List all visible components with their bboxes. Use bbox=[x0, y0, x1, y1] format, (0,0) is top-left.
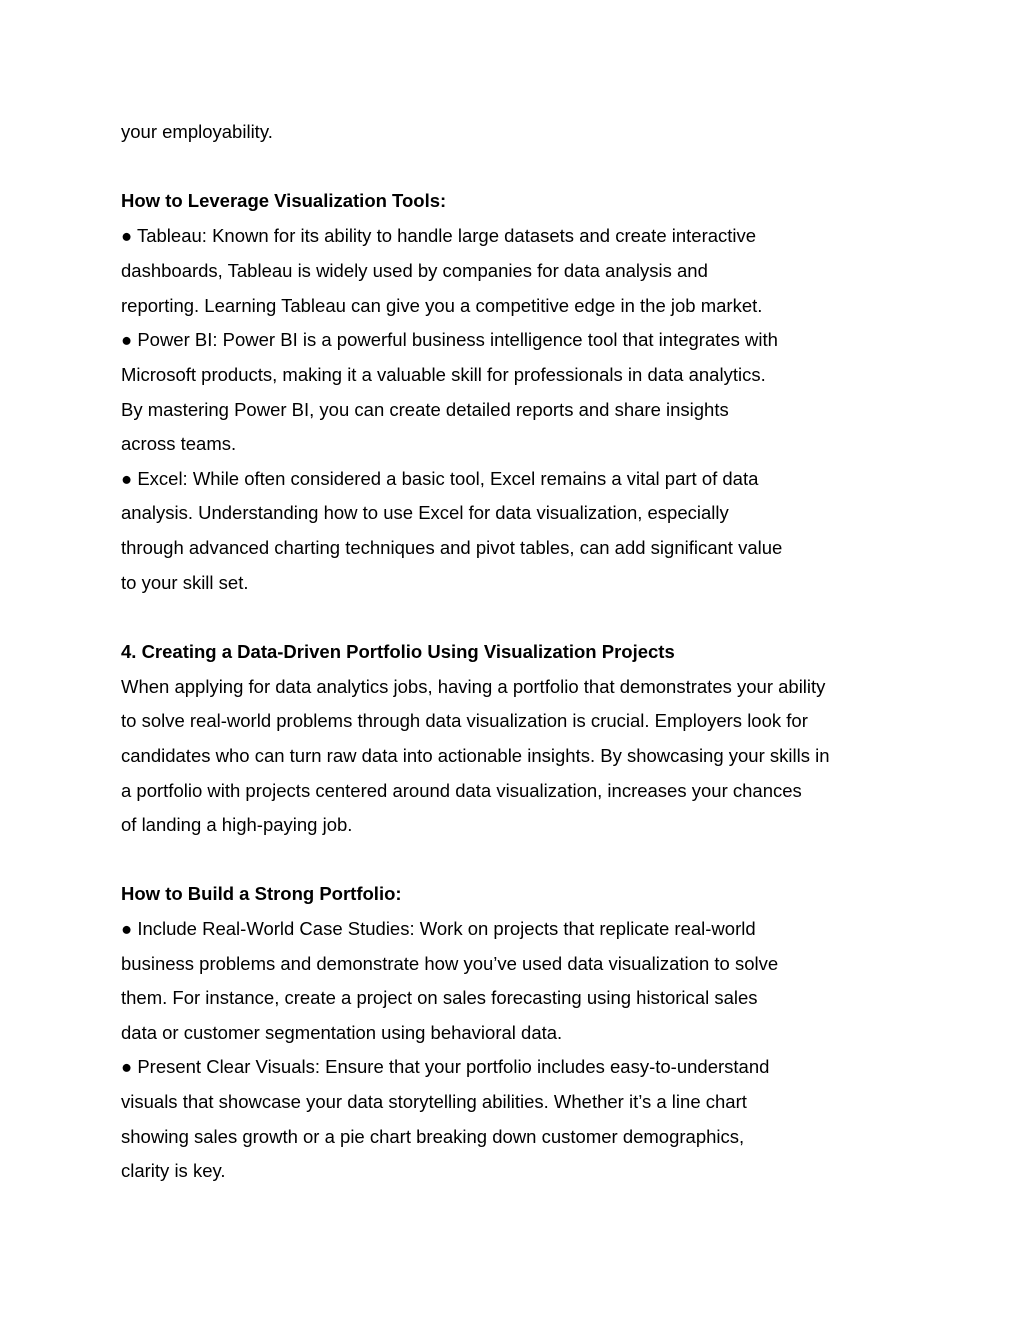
paragraph-line: of landing a high-paying job. bbox=[121, 814, 353, 835]
text-line: through advanced charting techniques and pivot tables, can add significant value bbox=[121, 537, 783, 558]
bullet-item-case-studies: ● Include Real-World Case Studies: Work on projects that replicate real-world bbox=[121, 918, 756, 939]
section-heading: How to Build a Strong Portfolio: bbox=[121, 883, 402, 904]
bullet-item-excel: ● Excel: While often considered a basic tool, Excel remains a vital part of data bbox=[121, 468, 759, 489]
text-line: data or customer segmentation using behavioral data. bbox=[121, 1022, 563, 1043]
text-line: your employability. bbox=[121, 121, 273, 142]
text-line: across teams. bbox=[121, 433, 237, 454]
paragraph-line: a portfolio with projects centered around data visualization, increases your chances bbox=[121, 780, 802, 801]
text-line: clarity is key. bbox=[121, 1160, 226, 1181]
paragraph-line: to solve real-world problems through data visualization is crucial. Employers look for bbox=[121, 710, 808, 731]
text-line: showing sales growth or a pie chart breaking down customer demographics, bbox=[121, 1126, 745, 1147]
text-line: Microsoft products, making it a valuable skill for professionals in data analytics. bbox=[121, 364, 766, 385]
text-line: to your skill set. bbox=[121, 572, 249, 593]
paragraph-line: When applying for data analytics jobs, having a portfolio that demonstrates your ability bbox=[121, 676, 826, 697]
text-line: By mastering Power BI, you can create detailed reports and share insights bbox=[121, 399, 729, 420]
bullet-item-clear-visuals: ● Present Clear Visuals: Ensure that your portfolio includes easy-to-understand bbox=[121, 1056, 770, 1077]
text-line: them. For instance, create a project on sales forecasting using historical sales bbox=[121, 987, 758, 1008]
section-heading: How to Leverage Visualization Tools: bbox=[121, 190, 447, 211]
text-line: business problems and demonstrate how you’ve used data visualization to solve bbox=[121, 953, 779, 974]
section-heading: 4. Creating a Data-Driven Portfolio Using Visualization Projects bbox=[121, 641, 675, 662]
bullet-item-power-bi: ● Power BI: Power BI is a powerful business intelligence tool that integrates with bbox=[121, 329, 778, 350]
text-line: dashboards, Tableau is widely used by companies for data analysis and bbox=[121, 260, 708, 281]
text-line: reporting. Learning Tableau can give you a competitive edge in the job market. bbox=[121, 295, 763, 316]
paragraph-line: candidates who can turn raw data into actionable insights. By showcasing your skills in bbox=[121, 745, 830, 766]
bullet-item-tableau: ● Tableau: Known for its ability to handle large datasets and create interactive bbox=[121, 225, 757, 246]
text-line: analysis. Understanding how to use Excel for data visualization, especially bbox=[121, 502, 729, 523]
text-line: visuals that showcase your data storytelling abilities. Whether it’s a line chart bbox=[121, 1091, 747, 1112]
